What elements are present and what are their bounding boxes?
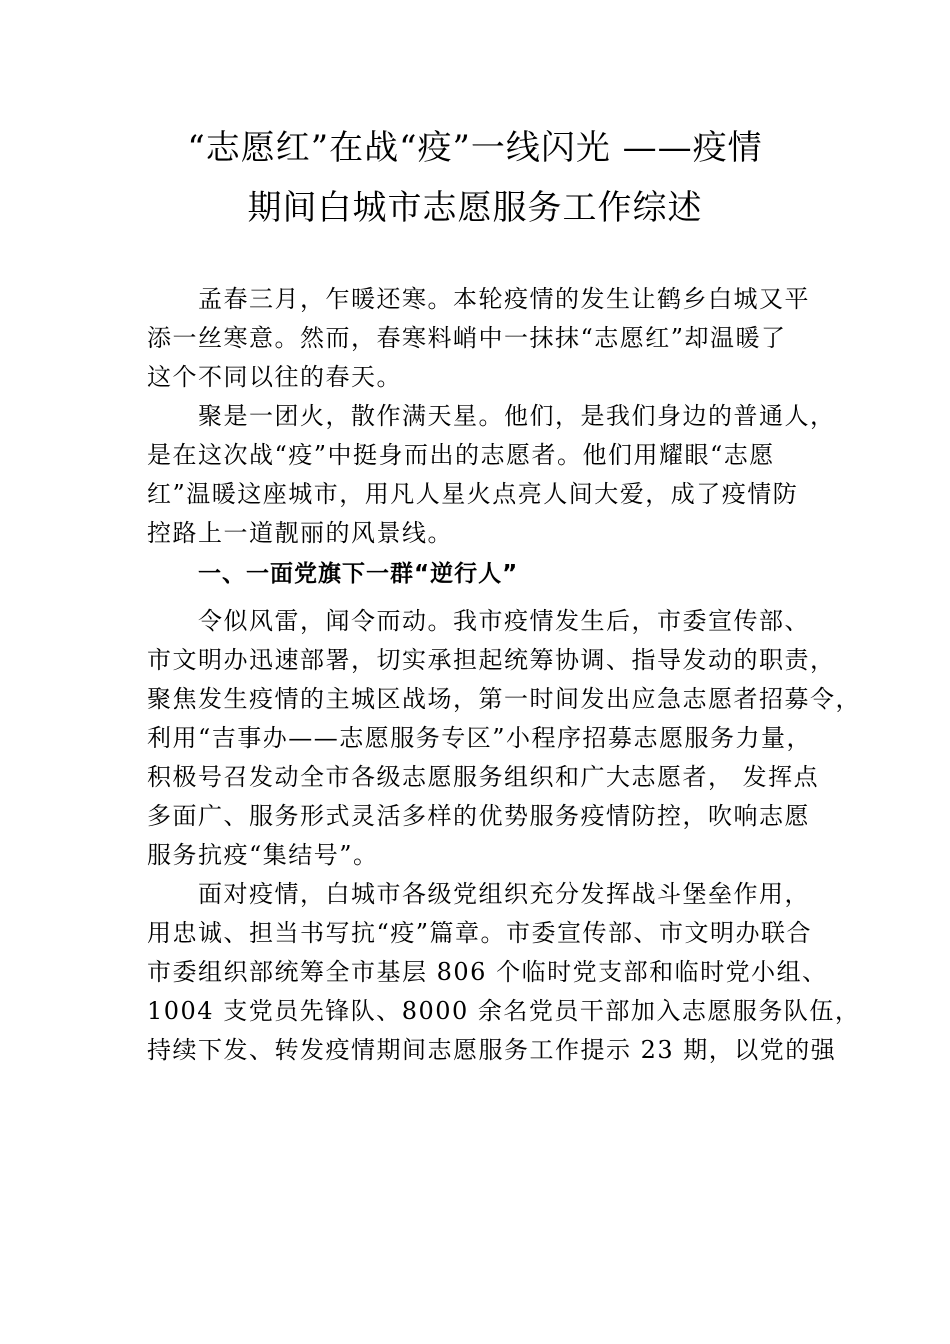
document-title-line-1: “志愿红”在战“疫”一线闪光 ——疫情	[187, 128, 763, 168]
paragraph-line: 市文明办迅速部署，切实承担起统筹协调、指导发动的职责，	[147, 646, 836, 674]
paragraph-line: 用忠诚、担当书写抗“疫”篇章。市委宣传部、市文明办联合	[147, 919, 813, 947]
paragraph-line: 这个不同以往的春天。	[147, 363, 402, 391]
paragraph-line: 聚焦发生疫情的主城区战场，第一时间发出应急志愿者招募令，	[147, 685, 861, 713]
paragraph-line: 1004 支党员先锋队、8000 余名党员干部加入志愿服务队伍，	[147, 997, 861, 1025]
paragraph-line: 积极号召发动全市各级志愿服务组织和广大志愿者， 发挥点	[147, 763, 820, 791]
paragraph-line: 面对疫情，白城市各级党组织充分发挥战斗堡垒作用，	[198, 880, 810, 908]
paragraph-line: 利用“吉事办——志愿服务专区”小程序招募志愿服务力量，	[147, 724, 813, 752]
document-title-line-2: 期间白城市志愿服务工作综述	[247, 188, 703, 228]
paragraph-line: 孟春三月，乍暖还寒。本轮疫情的发生让鹤乡白城又平	[198, 285, 810, 313]
paragraph-line: 控路上一道靓丽的风景线。	[147, 519, 453, 547]
paragraph-line: 令似风雷，闻令而动。我市疫情发生后，市委宣传部、	[198, 607, 810, 635]
paragraph-line: 添一丝寒意。然而，春寒料峭中一抹抹“志愿红”却温暖了	[147, 324, 787, 352]
paragraph-line: 聚是一团火，散作满天星。他们，是我们身边的普通人，	[198, 402, 836, 430]
paragraph-line: 红”温暖这座城市，用凡人星火点亮人间大爱，成了疫情防	[147, 480, 799, 508]
paragraph-line: 是在这次战“疫”中挺身而出的志愿者。他们用耀眼“志愿	[147, 441, 775, 469]
paragraph-line: 持续下发、转发疫情期间志愿服务工作提示 23 期，以党的强	[147, 1036, 837, 1064]
paragraph-line: 市委组织部统筹全市基层 806 个临时党支部和临时党小组、	[147, 958, 828, 986]
section-heading: 一、一面党旗下一群“逆行人”	[198, 561, 519, 587]
paragraph-line: 服务抗疫“集结号”。	[147, 841, 379, 869]
paragraph-line: 多面广、服务形式灵活多样的优势服务疫情防控，吹响志愿	[147, 802, 810, 830]
